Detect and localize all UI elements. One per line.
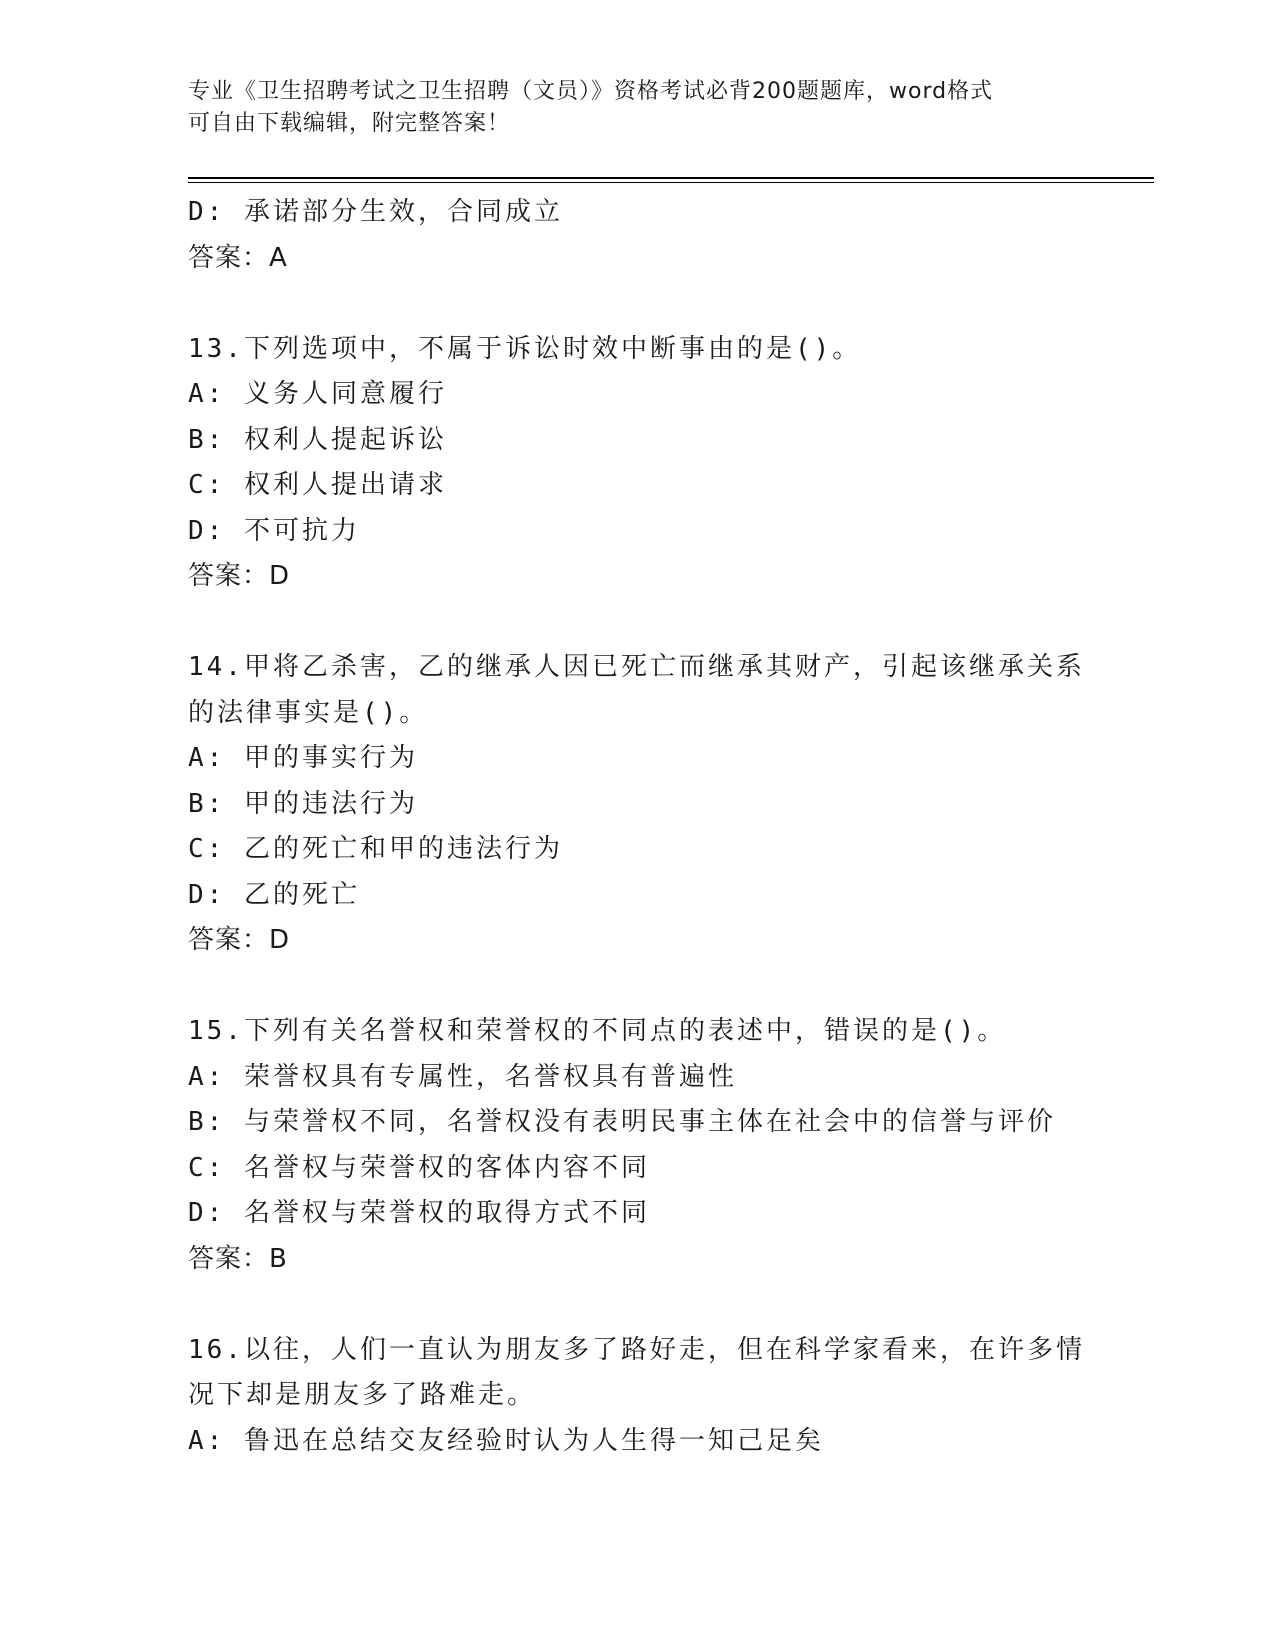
q13-answer: 答案：D bbox=[188, 561, 291, 591]
q15-answer: 答案：B bbox=[188, 1243, 288, 1274]
document-header bbox=[188, 76, 1068, 140]
q12-option-d: D: 承诺部分生效，合同成立 bbox=[188, 197, 563, 227]
q16-stem-line-1: 16.以往，人们一直认为朋友多了路好走，但在科学家看来，在许多情 bbox=[188, 1334, 1085, 1365]
q15-option-c: C: 名誉权与荣誉权的客体内容不同 bbox=[188, 1152, 650, 1183]
q14-stem-line-1: 14.甲将乙杀害，乙的继承人因已死亡而继承其财产，引起该继承关系 bbox=[188, 652, 1085, 682]
q15-option-b: B: 与荣誉权不同，名誉权没有表明民事主体在社会中的信誉与评价 bbox=[188, 1107, 1056, 1137]
q14-option-b: B: 甲的违法行为 bbox=[188, 788, 418, 819]
q15-option-a: A: 荣誉权具有专属性，名誉权具有普遍性 bbox=[188, 1061, 737, 1092]
q14-option-d: D: 乙的死亡 bbox=[188, 879, 360, 910]
q12-answer: 答案：A bbox=[188, 242, 288, 273]
spacer bbox=[188, 1282, 1108, 1328]
header-divider-thin bbox=[188, 182, 1154, 183]
header-divider-thick bbox=[188, 177, 1154, 179]
q14-answer: 答案：D bbox=[188, 925, 291, 955]
q16-stem-line-2: 况下却是朋友多了路难走。 bbox=[188, 1380, 537, 1410]
q14-option-a: A: 甲的事实行为 bbox=[188, 743, 418, 773]
q13-option-a: A: 义务人同意履行 bbox=[188, 379, 447, 409]
q13-stem: 13.下列选项中，不属于诉讼时效中断事由的是()。 bbox=[188, 333, 862, 364]
q16-option-a: A: 鲁迅在总结交友经验时认为人生得一知己足矣 bbox=[188, 1425, 824, 1456]
q13-option-c: C: 权利人提出请求 bbox=[188, 470, 447, 500]
q15-option-d: D: 名誉权与荣誉权的取得方式不同 bbox=[188, 1198, 650, 1228]
spacer bbox=[188, 281, 1108, 327]
q14-stem-line-2: 的法律事实是()。 bbox=[188, 697, 429, 728]
question-list bbox=[188, 190, 1108, 1464]
q13-option-d: D: 不可抗力 bbox=[188, 515, 360, 546]
spacer bbox=[188, 600, 1108, 646]
q15-stem: 15.下列有关名誉权和荣誉权的不同点的表述中，错误的是()。 bbox=[188, 1016, 1007, 1046]
header-title-line-2: 可自由下载编辑，附完整答案！ bbox=[188, 111, 511, 136]
q13-option-b: B: 权利人提起诉讼 bbox=[188, 424, 447, 455]
spacer bbox=[188, 964, 1108, 1010]
header-title-line-1: 专业《卫生招聘考试之卫生招聘（文员）》资格考试必背200题题库，word格式 bbox=[188, 79, 994, 104]
q14-option-c: C: 乙的死亡和甲的违法行为 bbox=[188, 834, 563, 864]
